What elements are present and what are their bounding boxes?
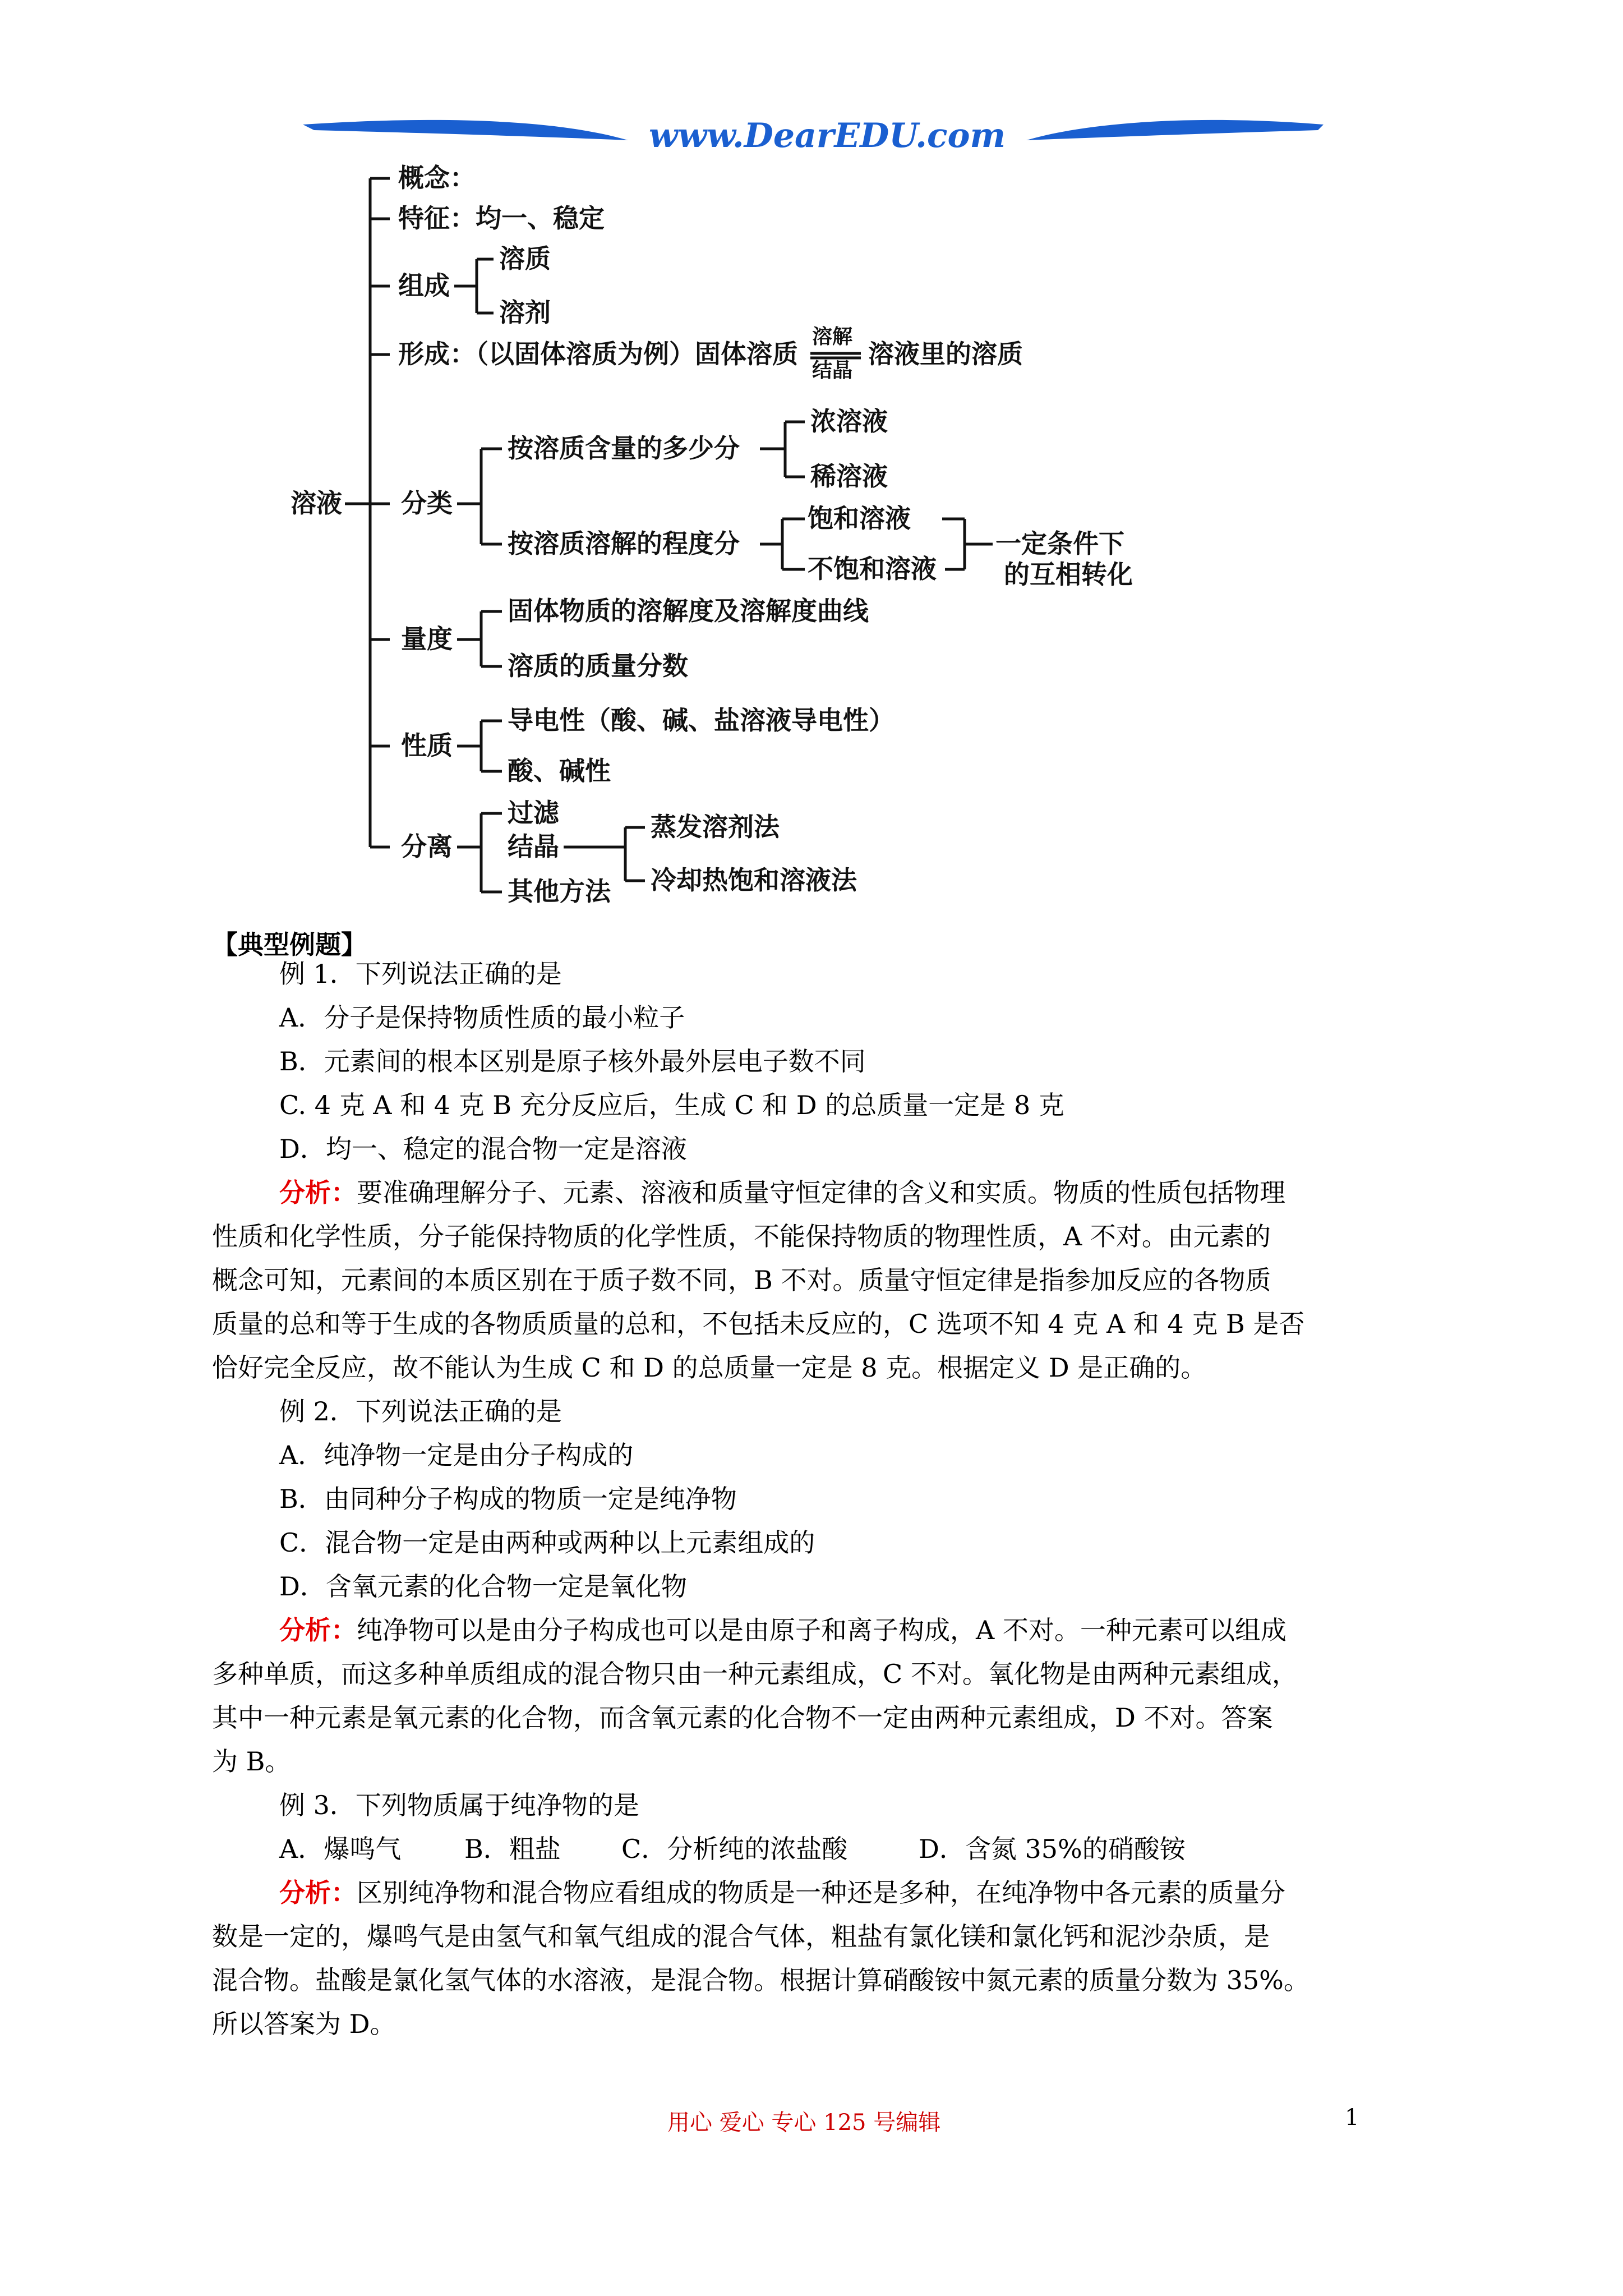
node-classification: 分类 — [401, 488, 453, 518]
ex1-option-a: A．分子是保持物质性质的最小粒子 — [279, 1002, 685, 1033]
ex1-analysis-line-3: 概念可知，元素间的本质区别在于质子数不同，B 不对。质量守恒定律是指参加反应的各物质 — [212, 1265, 1271, 1295]
section-title: 【典型例题】 — [212, 930, 367, 960]
node-composition: 组成 — [398, 270, 450, 301]
ex2-option-a: A．纯净物一定是由分子构成的 — [279, 1440, 634, 1470]
ex3-analysis-label: 分析： — [279, 1878, 357, 1908]
ex3-options — [279, 1832, 1186, 1866]
node-filtration: 过滤 — [508, 798, 559, 828]
node-measure: 量度 — [401, 624, 453, 654]
node-separation: 分离 — [401, 831, 453, 862]
solution-concept-diagram — [0, 0, 1623, 920]
ex1-analysis-text-1: 要准确理解分子、元素、溶液和质量守恒定律的含义和实质。物质的性质包括物理 — [357, 1177, 1285, 1208]
node-crystallization: 结晶 — [508, 831, 559, 862]
node-dilute: 稀溶液 — [810, 461, 888, 491]
node-by-degree: 按溶质溶解的程度分 — [508, 528, 740, 559]
ex1-option-c: C. 4 克 A 和 4 克 B 充分反应后，生成 C 和 D 的总质量一定是 8 克 — [279, 1090, 1064, 1120]
ex1-option-d: D．均一、稳定的混合物一定是溶液 — [279, 1134, 687, 1164]
ex2-option-b: B．由同种分子构成的物质一定是纯净物 — [279, 1484, 737, 1514]
ex2-option-d: D．含氧元素的化合物一定是氧化物 — [279, 1571, 687, 1602]
node-conversion-1: 一定条件下 — [995, 528, 1124, 559]
footer-note: 用心 爱心 专心 125 号编辑 — [667, 2110, 941, 2136]
node-cooling: 冷却热饱和溶液法 — [651, 865, 857, 895]
node-property: 性质 — [401, 730, 453, 761]
ex3-option-c: C．分析纯的浓盐酸 — [621, 1834, 848, 1864]
ex2-analysis-text-1: 纯净物可以是由分子构成也可以是由原子和离子构成，A 不对。一种元素可以组成 — [357, 1615, 1287, 1645]
ex3-question: 例 3．下列物质属于纯净物的是 — [279, 1790, 639, 1820]
ex1-analysis-line-1 — [279, 1176, 1285, 1209]
ex3-analysis-line-3: 混合物。盐酸是氯化氢气体的水溶液，是混合物。根据计算硝酸铵中氮元素的质量分数为 35%。 — [212, 1965, 1310, 1995]
node-acidity: 酸、碱性 — [508, 756, 611, 786]
node-feature: 特征：均一、稳定 — [398, 203, 605, 233]
ex2-analysis-label: 分析： — [279, 1615, 357, 1645]
node-solute: 溶质 — [499, 243, 551, 274]
node-solvent: 溶剂 — [499, 297, 551, 328]
ex1-analysis-line-4: 质量的总和等于生成的各物质质量的总和，不包括未反应的，C 选项不知 4 克 A 和 4 克 B 是否 — [212, 1309, 1305, 1339]
ex3-analysis-line-4: 所以答案为 D。 — [212, 2009, 396, 2039]
ex2-question: 例 2．下列说法正确的是 — [279, 1396, 562, 1427]
ex2-analysis-line-1 — [279, 1613, 1287, 1647]
node-evaporation: 蒸发溶剂法 — [651, 812, 780, 842]
ex1-question: 例 1．下列说法正确的是 — [279, 959, 562, 989]
node-solubility: 固体物质的溶解度及溶解度曲线 — [508, 596, 869, 626]
node-formation-suffix: 溶液里的溶质 — [868, 339, 1023, 369]
ex3-analysis-line-1 — [279, 1876, 1285, 1910]
ex1-option-b: B．元素间的根本区别是原子核外最外层电子数不同 — [279, 1046, 866, 1076]
ex3-analysis-line-2: 数是一定的，爆鸣气是由氢气和氧气组成的混合气体，粗盐有氯化镁和氯化钙和泥沙杂质，是 — [212, 1921, 1270, 1952]
ex3-analysis-text-1: 区别纯净物和混合物应看组成的物质是一种还是多种，在纯净物中各元素的质量分 — [357, 1878, 1285, 1908]
ex3-option-a: A．爆鸣气 — [279, 1834, 402, 1864]
ex3-option-d: D．含氮 35%的硝酸铵 — [919, 1834, 1186, 1864]
page-number: 1 — [1345, 2105, 1359, 2131]
header-site-name: www.DearEDU.com — [648, 116, 1006, 155]
node-concept: 概念： — [398, 163, 476, 193]
ex2-option-c: C．混合物一定是由两种或两种以上元素组成的 — [279, 1527, 815, 1558]
diagram-root: 溶液 — [291, 488, 342, 518]
ex1-analysis-label: 分析： — [279, 1177, 357, 1208]
ex1-analysis-line-5: 恰好完全反应，故不能认为生成 C 和 D 的总质量一定是 8 克。根据定义 D 是正确的。 — [212, 1352, 1207, 1383]
node-conversion-2: 的互相转化 — [1004, 559, 1133, 590]
node-dissolve: 溶解 — [812, 325, 853, 348]
node-formation-prefix: 形成：（以固体溶质为例）固体溶质 — [398, 339, 798, 369]
node-saturated: 饱和溶液 — [808, 503, 911, 533]
ex1-analysis-line-2: 性质和化学性质，分子能保持物质的化学性质，不能保持物质的物理性质，A 不对。由元素的 — [212, 1221, 1271, 1251]
node-other-methods: 其他方法 — [508, 876, 611, 907]
node-unsaturated: 不饱和溶液 — [808, 554, 937, 584]
ex2-analysis-line-4: 为 B。 — [212, 1746, 291, 1777]
node-concentrated: 浓溶液 — [810, 406, 888, 436]
ex2-analysis-line-3: 其中一种元素是氧元素的化合物，而含氧元素的化合物不一定由两种元素组成，D 不对。答案 — [212, 1703, 1273, 1733]
ex3-option-b: B．粗盐 — [464, 1834, 561, 1864]
node-crystallize: 结晶 — [812, 359, 853, 382]
node-conductivity: 导电性（酸、碱、盐溶液导电性） — [508, 705, 895, 735]
ex2-analysis-line-2: 多种单质，而这多种单质组成的混合物只由一种元素组成，C 不对。氧化物是由两种元素组成， — [212, 1659, 1298, 1689]
node-mass-fraction: 溶质的质量分数 — [508, 651, 688, 681]
node-by-content: 按溶质含量的多少分 — [508, 433, 740, 463]
